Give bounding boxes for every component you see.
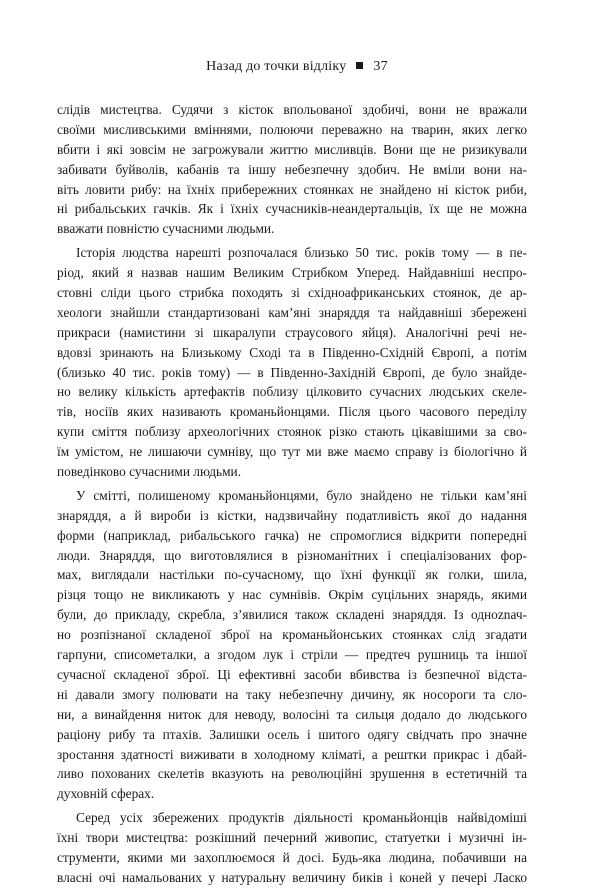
text-line: були, до прикладу, скребла, з’явилися також складені знаряддя. Із одноznач- [57, 607, 527, 623]
text-line: Серед усіх збережених продуктів діяльності кроманьйонців найвідоміші [76, 810, 527, 826]
text-line: люди. Знаряддя, що виготовлялися в різноманітних і спеціалізованих фор- [57, 547, 527, 563]
text-line: мах, виглядали настільки по-сучасному, що їхні функції як голки, шила, [57, 567, 527, 583]
page-number: 37 [373, 59, 388, 74]
text-line: ні рибальських гачків. Як і їхніх сучасників-неандертальців, їх ще не можна [57, 201, 527, 217]
text-line: но розпізнаної складеної зброї на кроманьйонських стоянках слід згадати [57, 627, 527, 643]
running-title: Назад до точки відліку [206, 59, 347, 74]
text-line: форми (наприклад, рибальського гачка) не спромоглися відкрити попередні [57, 527, 527, 543]
text-line: своїми мисливськими вміннями, полюючи переважно на тварин, яких легко [57, 121, 527, 137]
text-line: струменти, якими ми захоплюємося й досі. Будь-яка людина, побачивши на [57, 849, 527, 865]
paragraph [57, 100, 527, 239]
text-line: знаряддя, а й вироби із кістки, надзвичайну податливість якої до надання [57, 507, 527, 523]
text-line: забивати буйволів, кабанів та іншу небезпечну здобич. Не вміли вони на- [57, 161, 527, 177]
text-line: віть ловити рибу: на їхніх прибережних стоянках не знайдено ні кісток риби, [57, 181, 527, 197]
text-line: раціону рибу та птахів. Залишки осель і шитого одягу свідчать про значне [57, 726, 527, 742]
text-line: но велику кількість артефактів поблизу цілковито сучасних людських скеле- [57, 384, 527, 400]
text-line: вважати повністю сучасними людьми. [57, 221, 275, 237]
text-line: слідів мистецтва. Судячи з кісток впольованої здобичі, вони не вражали [57, 102, 527, 117]
paragraph [57, 486, 527, 804]
text-line: гарпуни, списометалки, а згодом лук і стріли — предтеч рушниць та іншої [57, 647, 527, 663]
text-line: вдовзі зринають на Близькому Сході та в Південно-Східній Європі, а потім [57, 344, 527, 360]
text-line: ни, а винайдення ниток для неводу, волосіні та сильця додало до людського [57, 706, 527, 722]
text-line: зростання здатності виживати в холодному кліматі, а рештки прикрас і дбай- [57, 746, 527, 762]
text-line: сучасної складеної зброї. Ці ефективні засоби вбивства із безпечної відста- [57, 666, 527, 682]
text-line: купи сміття поблизу археологічних стоянок різко стають цікавішими за сво- [57, 424, 527, 440]
text-line: їм умістом, не лишаючи сумніву, що тут ми вже маємо справу із біологічно й [57, 444, 527, 460]
text-line: Історія людства нарешті розпочалася близько 50 тис. років тому — в пе- [76, 245, 527, 261]
text-line: У смітті, полишеному кроманьйонцями, було знайдено не тільки кам’яні [76, 487, 527, 503]
text-line: їхні твори мистецтва: розкішний печерний живопис, статуетки і музичні ін- [57, 830, 527, 846]
text-line: стовні сліди цього стрибка походять зі східноафриканських стоянок, де ар- [57, 285, 527, 301]
square-bullet-icon [356, 62, 363, 69]
paragraph [57, 243, 527, 482]
paragraph [57, 808, 527, 888]
text-line: духовній сферах. [57, 786, 155, 802]
body-text [57, 100, 527, 888]
text-line: прикраси (намистини зі шкаралупи страусового яйця). Аналогічні речі не- [57, 324, 527, 340]
text-line: хеологи знайшли стандартизовані кам’яні знаряддя та найдавніші збережені [57, 304, 527, 320]
running-header [0, 58, 594, 76]
text-line: ні давали змогу полювати на таку небезпечну дичину, як носороги та сло- [57, 686, 527, 702]
text-line: (близько 40 тис. років тому) — в Південно-Західній Європі, де було знайде- [57, 364, 527, 380]
text-line: ріод, який я назвав нашим Великим Стрибком Уперед. Найдавніші неспро- [57, 265, 527, 281]
text-line: поведінково сучасними людьми. [57, 464, 242, 480]
text-line: власні очі намальованих у натуральну величину биків і коней у печері Ласко [57, 869, 527, 885]
text-line: різця тощо не викликають у нас сумнівів. Окрім суцільних знарядь, якими [57, 587, 527, 603]
text-line: ливо похованих скелетів вказують на революційні зрушення в естетичній та [57, 766, 527, 782]
text-line: вбити і які зовсім не загрожували життю мисливців. Вони ще не ризикували [57, 141, 527, 157]
text-line: тів, носіїв яких називають кроманьйонцями. Після цього часового переділу [57, 404, 527, 420]
